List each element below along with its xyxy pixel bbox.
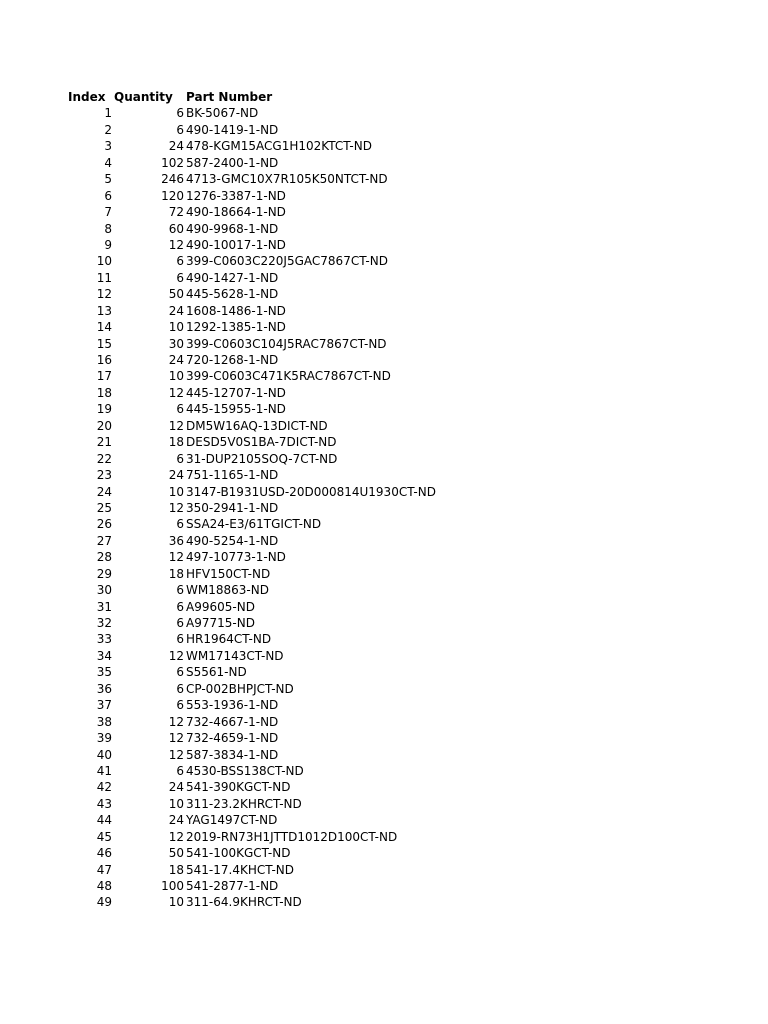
- cell-quantity: 24: [168, 353, 184, 367]
- table-row: [0, 253, 768, 269]
- cell-index: 39: [96, 731, 112, 746]
- cell-part-number: 2019-RN73H1JTTD1012D100CT-ND: [186, 829, 398, 844]
- table-row: [0, 171, 768, 187]
- cell-part-number: 31-DUP2105SOQ-7CT-ND: [186, 451, 338, 466]
- table-row: [0, 533, 768, 549]
- table-row: [0, 188, 768, 204]
- cell-quantity: 6: [176, 270, 184, 285]
- cell-quantity: 6: [176, 122, 184, 137]
- table-row: [0, 319, 768, 335]
- cell-index: 21: [96, 435, 112, 450]
- cell-quantity: 12: [168, 829, 184, 844]
- table-row: [0, 336, 768, 352]
- cell-part-number: 490-5254-1-ND: [186, 533, 279, 548]
- cell-index: 9: [104, 237, 112, 252]
- cell-part-number: 541-2877-1-ND: [186, 879, 279, 893]
- cell-index: 44: [96, 813, 112, 828]
- cell-part-number: 490-1427-1-ND: [186, 270, 279, 285]
- cell-quantity: 6: [176, 616, 184, 630]
- table-row: [0, 615, 768, 631]
- cell-quantity: 6: [176, 106, 184, 121]
- cell-quantity: 24: [168, 780, 184, 795]
- cell-index: 12: [96, 287, 112, 302]
- cell-index: 17: [96, 369, 112, 384]
- cell-index: 11: [96, 270, 112, 285]
- cell-quantity: 6: [176, 517, 184, 532]
- cell-index: 18: [96, 385, 112, 400]
- cell-quantity: 6: [176, 698, 184, 713]
- table-row: [0, 878, 768, 894]
- cell-part-number: SSA24-E3/61TGICT-ND: [186, 517, 322, 532]
- table-row: [0, 582, 768, 598]
- cell-index: 47: [96, 862, 112, 877]
- table-row: [0, 434, 768, 450]
- cell-part-number: 350-2941-1-ND: [186, 500, 279, 515]
- cell-quantity: 6: [176, 681, 184, 696]
- cell-quantity: 6: [176, 583, 184, 598]
- cell-part-number: 497-10773-1-ND: [186, 550, 286, 565]
- table-row: [0, 484, 768, 500]
- table-row: [0, 648, 768, 664]
- cell-index: 33: [96, 632, 112, 647]
- cell-part-number: 445-5628-1-ND: [186, 287, 279, 302]
- cell-part-number: 732-4659-1-ND: [186, 731, 279, 746]
- cell-index: 23: [96, 468, 112, 483]
- cell-index: 6: [104, 188, 112, 203]
- cell-part-number: 399-C0603C220J5GAC7867CT-ND: [186, 254, 388, 269]
- cell-part-number: 587-3834-1-ND: [186, 747, 279, 762]
- table-row: [0, 862, 768, 878]
- cell-index: 16: [96, 353, 112, 367]
- cell-index: 26: [96, 517, 112, 532]
- table-row: [0, 105, 768, 121]
- cell-part-number: 541-17.4KHCT-ND: [186, 862, 294, 877]
- table-row: [0, 631, 768, 647]
- cell-quantity: 6: [176, 632, 184, 647]
- cell-part-number: 478-KGM15ACG1H102KTCT-ND: [186, 139, 372, 154]
- cell-part-number: 720-1268-1-ND: [186, 353, 279, 367]
- cell-index: 28: [96, 550, 112, 565]
- cell-part-number: 553-1936-1-ND: [186, 698, 279, 713]
- table-row: [0, 845, 768, 861]
- cell-index: 42: [96, 780, 112, 795]
- cell-quantity: 24: [168, 303, 184, 318]
- cell-quantity: 50: [168, 287, 184, 302]
- header-part-number: Part Number: [186, 90, 273, 104]
- cell-index: 29: [96, 566, 112, 581]
- table-row: [0, 401, 768, 417]
- cell-part-number: WM18863-ND: [186, 583, 269, 598]
- cell-quantity: 24: [168, 813, 184, 828]
- cell-index: 35: [96, 665, 112, 680]
- header-quantity: Quantity: [114, 90, 173, 104]
- table-row: [0, 763, 768, 779]
- table-row: [0, 270, 768, 286]
- table-row: [0, 549, 768, 565]
- cell-index: 34: [96, 648, 112, 663]
- cell-part-number: CP-002BHPJCT-ND: [186, 681, 294, 696]
- cell-index: 2: [104, 122, 112, 137]
- cell-index: 37: [96, 698, 112, 713]
- cell-quantity: 10: [168, 796, 184, 811]
- cell-index: 7: [104, 205, 112, 220]
- table-row: [0, 714, 768, 730]
- cell-index: 30: [96, 583, 112, 598]
- table-row: [0, 385, 768, 401]
- cell-index: 24: [96, 484, 112, 499]
- cell-index: 45: [96, 829, 112, 844]
- cell-quantity: 10: [168, 484, 184, 499]
- table-row: [0, 122, 768, 138]
- table-row: [0, 138, 768, 154]
- cell-index: 32: [96, 616, 112, 630]
- header-index: Index: [68, 90, 106, 104]
- cell-part-number: 399-C0603C471K5RAC7867CT-ND: [186, 369, 391, 384]
- cell-quantity: 102: [161, 155, 184, 170]
- cell-index: 43: [96, 796, 112, 811]
- cell-part-number: A99605-ND: [186, 599, 255, 614]
- cell-part-number: 751-1165-1-ND: [186, 468, 279, 483]
- cell-part-number: 541-390KGCT-ND: [186, 780, 291, 795]
- table-row: [0, 730, 768, 746]
- cell-index: 49: [96, 895, 112, 910]
- cell-index: 25: [96, 500, 112, 515]
- cell-part-number: DESD5V0S1BA-7DICT-ND: [186, 435, 337, 450]
- cell-quantity: 6: [176, 451, 184, 466]
- table-row: [0, 566, 768, 582]
- cell-index: 8: [104, 221, 112, 236]
- cell-index: 4: [104, 155, 112, 170]
- cell-index: 5: [104, 172, 112, 187]
- cell-part-number: HR1964CT-ND: [186, 632, 272, 647]
- table-row: [0, 467, 768, 483]
- cell-quantity: 10: [168, 369, 184, 384]
- cell-index: 31: [96, 599, 112, 614]
- cell-index: 13: [96, 303, 112, 318]
- cell-index: 46: [96, 846, 112, 861]
- cell-part-number: 445-12707-1-ND: [186, 385, 286, 400]
- cell-part-number: 4530-BSS138CT-ND: [186, 763, 304, 778]
- cell-part-number: 541-100KGCT-ND: [186, 846, 291, 861]
- cell-part-number: S5561-ND: [186, 665, 247, 680]
- cell-index: 38: [96, 714, 112, 729]
- cell-quantity: 6: [176, 665, 184, 680]
- cell-quantity: 6: [176, 763, 184, 778]
- cell-quantity: 12: [168, 385, 184, 400]
- cell-quantity: 6: [176, 599, 184, 614]
- table-row: [0, 599, 768, 615]
- cell-quantity: 72: [168, 205, 184, 220]
- table-row: [0, 352, 768, 368]
- cell-index: 48: [96, 879, 112, 893]
- cell-index: 22: [96, 451, 112, 466]
- cell-quantity: 120: [161, 188, 184, 203]
- table-row: [0, 829, 768, 845]
- table-row: [0, 418, 768, 434]
- table-row: [0, 779, 768, 795]
- cell-quantity: 6: [176, 254, 184, 269]
- cell-index: 1: [104, 106, 112, 121]
- cell-quantity: 100: [161, 879, 184, 893]
- table-row: [0, 500, 768, 516]
- cell-part-number: BK-5067-ND: [186, 106, 259, 121]
- cell-part-number: 399-C0603C104J5RAC7867CT-ND: [186, 336, 387, 351]
- cell-part-number: WM17143CT-ND: [186, 648, 284, 663]
- cell-part-number: 587-2400-1-ND: [186, 155, 279, 170]
- cell-quantity: 12: [168, 237, 184, 252]
- table-row: [0, 451, 768, 467]
- table-row: [0, 368, 768, 384]
- cell-part-number: 445-15955-1-ND: [186, 402, 286, 417]
- table-body: [0, 105, 768, 910]
- cell-quantity: 12: [168, 731, 184, 746]
- cell-part-number: A97715-ND: [186, 616, 255, 630]
- cell-index: 20: [96, 418, 112, 433]
- cell-quantity: 50: [168, 846, 184, 861]
- table-row: [0, 681, 768, 697]
- cell-part-number: 3147-B1931USD-20D000814U1930CT-ND: [186, 484, 436, 499]
- cell-index: 19: [96, 402, 112, 417]
- table-row: [0, 664, 768, 680]
- cell-part-number: 490-9968-1-ND: [186, 221, 279, 236]
- cell-part-number: 490-18664-1-ND: [186, 205, 286, 220]
- cell-part-number: 1292-1385-1-ND: [186, 320, 286, 335]
- cell-index: 15: [96, 336, 112, 351]
- cell-index: 3: [104, 139, 112, 154]
- cell-part-number: 311-64.9KHRCT-ND: [186, 895, 302, 910]
- table-row: [0, 812, 768, 828]
- cell-quantity: 36: [168, 533, 184, 548]
- cell-part-number: 1276-3387-1-ND: [186, 188, 286, 203]
- cell-index: 40: [96, 747, 112, 762]
- table-row: [0, 894, 768, 910]
- cell-quantity: 12: [168, 714, 184, 729]
- table-row: [0, 221, 768, 237]
- cell-quantity: 30: [168, 336, 184, 351]
- table-row: [0, 697, 768, 713]
- cell-quantity: 12: [168, 418, 184, 433]
- table-header-row: [0, 89, 768, 105]
- cell-part-number: 490-10017-1-ND: [186, 237, 286, 252]
- cell-quantity: 60: [168, 221, 184, 236]
- cell-quantity: 246: [161, 172, 184, 187]
- cell-quantity: 12: [168, 747, 184, 762]
- cell-quantity: 18: [168, 566, 184, 581]
- cell-index: 27: [96, 533, 112, 548]
- table-row: [0, 155, 768, 171]
- table-row: [0, 286, 768, 302]
- cell-part-number: DM5W16AQ-13DICT-ND: [186, 418, 328, 433]
- cell-quantity: 12: [168, 500, 184, 515]
- cell-part-number: 311-23.2KHRCT-ND: [186, 796, 302, 811]
- cell-quantity: 18: [168, 435, 184, 450]
- cell-quantity: 12: [168, 550, 184, 565]
- cell-index: 36: [96, 681, 112, 696]
- table-row: [0, 204, 768, 220]
- table-row: [0, 516, 768, 532]
- cell-index: 14: [96, 320, 112, 335]
- cell-quantity: 18: [168, 862, 184, 877]
- cell-part-number: HFV150CT-ND: [186, 566, 271, 581]
- cell-part-number: 732-4667-1-ND: [186, 714, 279, 729]
- cell-quantity: 10: [168, 320, 184, 335]
- table-row: [0, 747, 768, 763]
- table-row: [0, 237, 768, 253]
- table-row: [0, 796, 768, 812]
- cell-part-number: 490-1419-1-ND: [186, 122, 279, 137]
- cell-part-number: YAG1497CT-ND: [186, 813, 278, 828]
- cell-quantity: 24: [168, 468, 184, 483]
- cell-quantity: 12: [168, 648, 184, 663]
- cell-quantity: 24: [168, 139, 184, 154]
- cell-part-number: 4713-GMC10X7R105K50NTCT-ND: [186, 172, 388, 187]
- cell-index: 10: [96, 254, 112, 269]
- cell-quantity: 10: [168, 895, 184, 910]
- table-row: [0, 303, 768, 319]
- cell-quantity: 6: [176, 402, 184, 417]
- cell-part-number: 1608-1486-1-ND: [186, 303, 286, 318]
- cell-index: 41: [96, 763, 112, 778]
- parts-table: [0, 89, 768, 911]
